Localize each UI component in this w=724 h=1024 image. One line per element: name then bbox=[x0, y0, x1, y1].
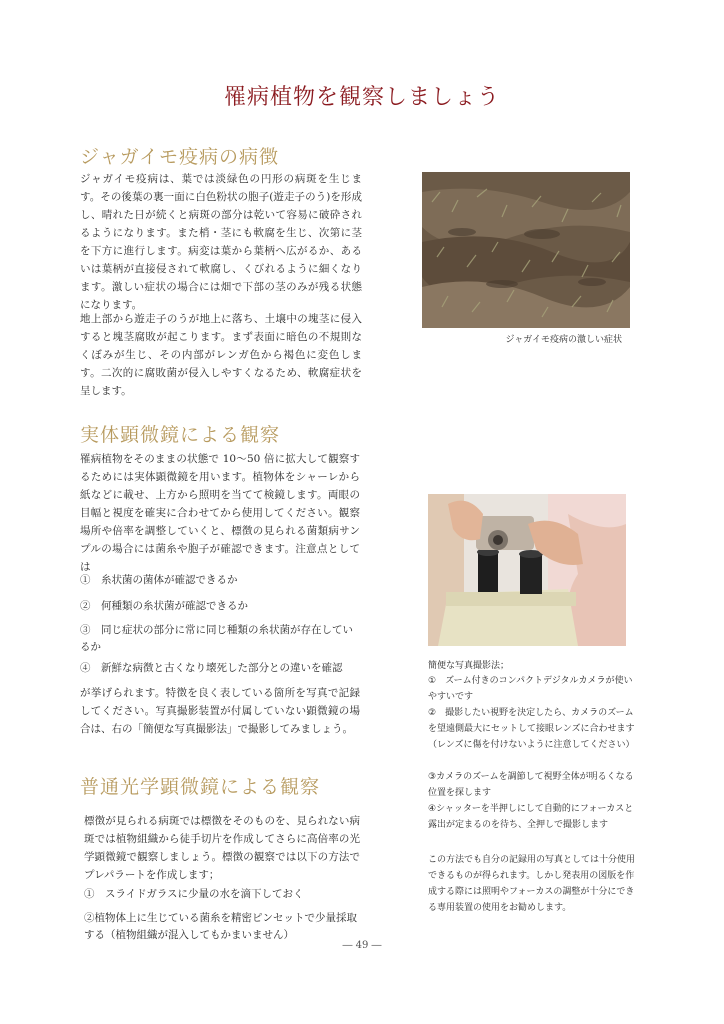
photo-method-step-3: ③カメラのズームを調節して視野全体が明るくなる位置を探します bbox=[428, 772, 634, 798]
light-microscope-paragraph: 標徴が見られる病斑では標徴をそのものを、見られない病斑では植物組織から徒手切片を作成してさらに高倍率の光学顕微鏡で観察しましょう。標徴の観察では以下の方法でプレパラートを作成します； bbox=[84, 815, 360, 881]
stereo-item-2: ② 何種類の糸状菌が確認できるか bbox=[80, 600, 248, 612]
section-heading-stereo-microscope: 実体顕微鏡による観察 bbox=[80, 424, 281, 446]
stereo-paragraph-1: 罹病植物をそのままの状態で 10～50 倍に拡大して観察するためには実体顕微鏡を用います。植物体をシャーレから紙などに載せ、上方から照明を当てて検鏡します。両眼の目幅と視度を確実に合わせてから使用してください。観察場所や倍率を調整していくと、標徴の見られる菌類病サンプルの場合には菌糸や胞子が確認できます。注意点としては bbox=[80, 453, 360, 573]
stereo-item-1: ① 糸状菌の菌体が確認できるか bbox=[80, 574, 238, 586]
late-blight-paragraph-1: ジャガイモ疫病は、葉では淡緑色の円形の病斑を生じます。その後葉の裏一面に白色粉状の胞子(遊走子のう)を形成し、晴れた日が続くと病斑の部分は乾いて容易に破砕されるようになります。また梢・茎にも軟腐を生じ、次第に茎を下方に進行します。病変は葉から葉柄へ広がるか、あるいは葉柄が直接侵されて軟腐し、くびれるように細くなります。激しい症状の場合には畑で下部の茎のみが残る状態になります。 bbox=[80, 173, 362, 311]
stereo-paragraph-2: が挙げられます。特徴を良く表している箇所を写真で記録してください。写真撮影装置が付属していない顕微鏡の場合は、右の「簡便な写真撮影法」で撮影してみましょう。 bbox=[80, 687, 360, 735]
stereo-item-4: ④ 新鮮な病徴と古くなり壊死した部分との違いを確認 bbox=[80, 662, 343, 674]
potato-field-photo bbox=[422, 172, 630, 328]
potato-photo-caption: ジャガイモ疫病の激しい症状 bbox=[505, 335, 622, 345]
page-title: 罹病植物を観察しましょう bbox=[223, 85, 500, 110]
photo-method-step-2: ② 撮影したい視野を決定したら、カメラのズームを望遠側最大にセットして接眼レンズに合わせます（レンズに傷を付けないように注意してください） bbox=[428, 708, 635, 750]
late-blight-paragraph-2: 地上部から遊走子のうが地上に落ち、土壌中の塊茎に侵入すると塊茎腐敗が起こります。まず表面に暗色の不規則なくぼみが生じ、その内部がレンガ色から褐色に変色します。二次的に腐敗菌が侵入しやすくなるため、軟腐症状を呈します。 bbox=[80, 313, 362, 397]
page-number: ― 49 ― bbox=[342, 940, 382, 951]
potato-field-image bbox=[422, 172, 630, 328]
photo-method-step-1: ① ズーム付きのコンパクトデジタルカメラが使いやすいです bbox=[428, 676, 633, 702]
photo-method-note: この方法でも自分の記録用の写真としては十分使用できるものが得られます。しかし発表用の図版を作成する際には照明やフォーカスの調整が十分にできる専用装置の使用をお勧めします。 bbox=[428, 855, 636, 913]
microscope-camera-photo bbox=[428, 494, 626, 646]
microscope-camera-image bbox=[428, 494, 626, 646]
section-heading-light-microscope: 普通光学顕微鏡による観察 bbox=[80, 776, 321, 798]
section-heading-late-blight: ジャガイモ疫病の病徴 bbox=[80, 146, 280, 168]
light-microscope-item-1: ① スライドガラスに少量の水を滴下しておく bbox=[84, 888, 304, 900]
stereo-item-3: ③ 同じ症状の部分に常に同じ種類の糸状菌が存在しているか bbox=[80, 624, 353, 653]
light-microscope-item-2: ②植物体上に生じている菌糸を精密ピンセットで少量採取する（植物組織が混入してもかまいません） bbox=[84, 912, 357, 941]
photo-method-title: 簡便な写真撮影法； bbox=[428, 661, 510, 671]
photo-method-step-4: ④シャッターを半押しにして自動的にフォーカスと露出が定まるのを待ち、全押しで撮影します bbox=[428, 804, 634, 830]
